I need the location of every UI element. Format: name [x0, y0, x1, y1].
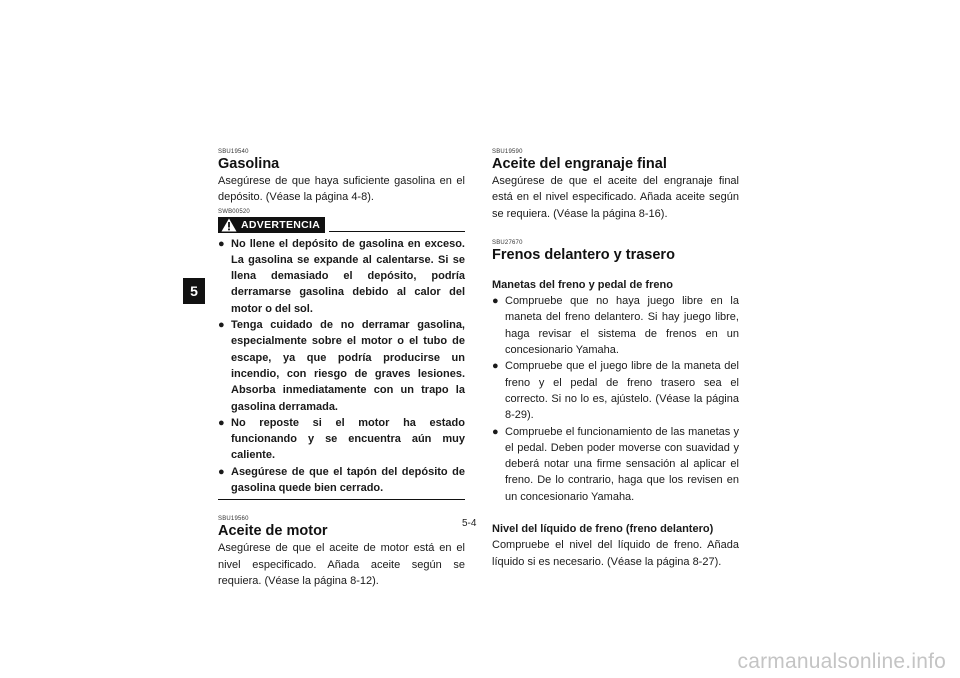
list-item: ● Compruebe el funcionamiento de las manetas y el pedal. Deben poder moverse con suavidad y deberá notar una firme sensación al aplicar el freno. De lo contrario, haga que los revisen en un concesionario Yamaha.	[492, 425, 739, 503]
warning-label: ADVERTENCIA	[241, 218, 321, 231]
section-frenos	[492, 240, 739, 570]
warning-box	[218, 209, 465, 501]
section-gasolina	[218, 149, 465, 206]
section-body: Asegúrese de que el aceite del engranaje final está en el nivel especificado. Añada aceite según se requiera. (Véase la página 8-16).	[492, 175, 739, 220]
section-aceite-motor	[218, 516, 465, 589]
list-item: ● Compruebe que no haya juego libre en la maneta del freno delantero. Si hay juego libre, haga revisar el sistema de frenos en un concesionario Yamaha.	[492, 295, 739, 357]
section-code: SBU19560	[218, 516, 249, 523]
list-item: ● No reposte si el motor ha estado funcionando y se encuentra aún muy caliente.	[218, 416, 465, 462]
divider	[218, 499, 465, 500]
section-engranaje	[492, 149, 739, 222]
subheading: Nivel del líquido de freno (freno delantero)	[492, 523, 714, 536]
list-item: ● Asegúrese de que el tapón del depósito de gasolina quede bien cerrado.	[218, 465, 465, 495]
section-title: Gasolina	[218, 156, 280, 172]
warning-icon	[221, 218, 237, 232]
warning-list	[218, 236, 465, 497]
section-code: SBU27670	[492, 239, 523, 246]
left-column	[218, 149, 465, 589]
section-body: Compruebe el nivel del líquido de freno. Añada líquido si es necesario. (Véase la página 8-27).	[492, 539, 739, 568]
section-body: Asegúrese de que el aceite de motor está en el nivel especificado. Añada aceite según se requiera. (Véase la página 8-12).	[218, 542, 465, 587]
section-code: SBU19590	[492, 149, 523, 155]
section-title: Aceite del engranaje final	[492, 156, 667, 172]
section-body: Asegúrese de que haya suficiente gasolina en el depósito. (Véase la página 4-8).	[218, 175, 465, 204]
section-title: Frenos delantero y trasero	[492, 246, 675, 263]
page-number: 5-4	[462, 518, 477, 529]
section-title: Aceite de motor	[218, 523, 328, 540]
warning-badge	[218, 217, 325, 233]
chapter-tab: 5	[183, 278, 205, 304]
list-item: ● No llene el depósito de gasolina en exceso. La gasolina se expande al calentarse. Si se llena demasiado el depósito, podría derramarse gasolina debido al calor del motor o del sol.	[218, 237, 465, 315]
brake-check-list	[492, 293, 739, 505]
list-item: ● Compruebe que el juego libre de la maneta del freno y el pedal de freno trasero sea el correcto. Si no lo es, ajústelo. (Véase la página 8-29).	[492, 360, 739, 422]
section-code: SBU19540	[218, 149, 249, 155]
watermark: carmanualsonline.info	[737, 650, 946, 673]
divider	[329, 231, 465, 232]
list-item: ● Tenga cuidado de no derramar gasolina, especialmente sobre el motor o el tubo de escape, ya que podría producirse un incendio, con riesgo de graves lesiones. Absorba inmediatamente con un trapo la gasolina derramada.	[218, 319, 465, 413]
right-column	[492, 149, 739, 570]
warning-code: SWB00520	[218, 208, 250, 215]
subheading: Manetas del freno y pedal de freno	[492, 278, 673, 291]
